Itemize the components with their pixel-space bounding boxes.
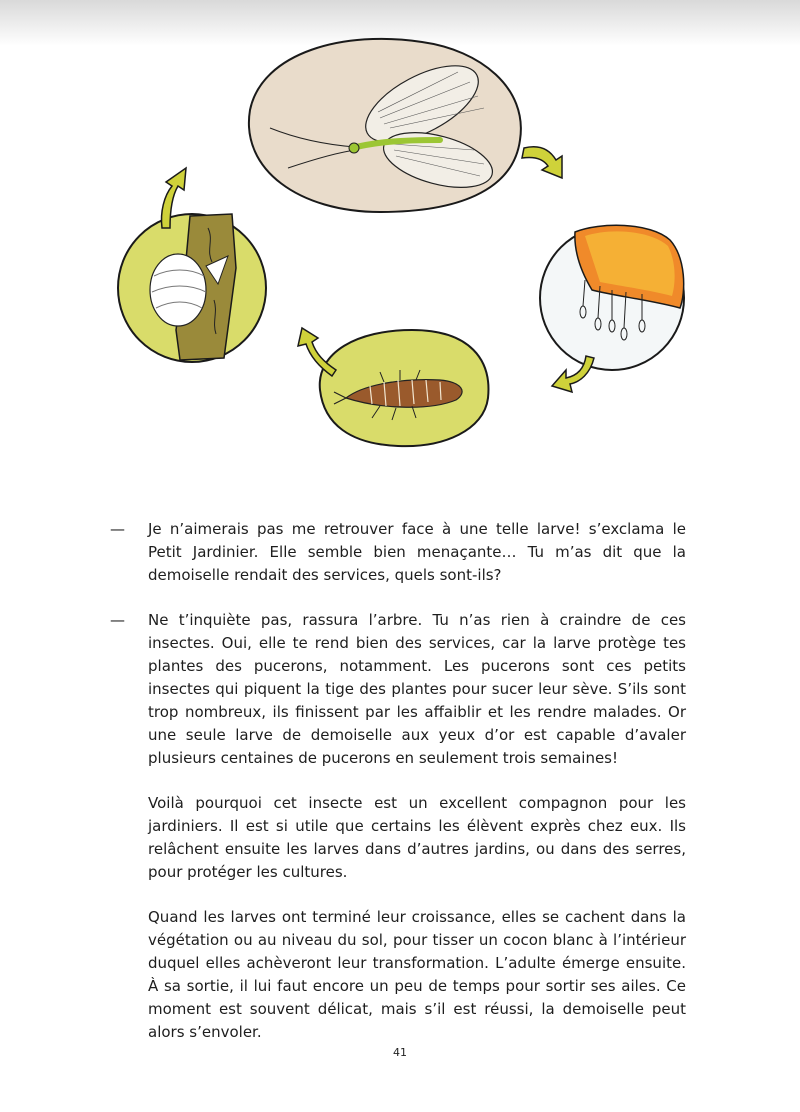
lacewing-lifecycle-illustration (0, 0, 800, 470)
cocoon-stage (118, 214, 266, 362)
dialog-paragraph (110, 609, 686, 770)
adult-lacewing-stage (249, 39, 521, 212)
dialog-paragraph (110, 518, 686, 587)
arrow-eggs-to-larva-icon (552, 356, 594, 392)
dialog-dash: — (110, 611, 125, 629)
body-text (110, 518, 686, 1044)
arrow-larva-to-cocoon-icon (298, 328, 336, 376)
arrow-adult-to-eggs-icon (522, 147, 562, 178)
narrative-paragraph: Voilà pourquoi cet insecte est un excellent compagnon pour les jardiniers. Il est si utile que certains les élèvent exprès chez eux. Ils relâchent ensuite les larves dans d’autres jardins, ou dans des serres, pour protéger les cultures. (148, 794, 686, 881)
dialog-text: Ne t’inquiète pas, rassura l’arbre. Tu n’as rien à craindre de ces insectes. Oui, elle te rend bien des services, car la larve protège tes plantes des pucerons, notamment. Les pucerons sont ces petits insectes qui piquent la tige des plantes pour sucer leur sève. S’ils sont trop nombreux, ils finissent par les affaiblir et les rendre malades. Or une seule larve de demoiselle aux yeux d’or est capable d’avaler plusieurs centaines de pucerons en seulement trois semaines! (148, 611, 686, 767)
dialog-dash: — (110, 520, 125, 538)
dialog-text: Je n’aimerais pas me retrouver face à une telle larve! s’exclama le Petit Jardinier. Elle semble bien menaçante… Tu m’as dit que la demoiselle rendait des services, quels sont-ils? (148, 520, 686, 584)
page-number: 41 (393, 1046, 407, 1059)
larva-stage (320, 330, 489, 446)
narrative-paragraph: Quand les larves ont terminé leur croissance, elles se cachent dans la végétation ou au niveau du sol, pour tisser un cocon blanc à l’intérieur duquel elles achèveront leur transformation. L’adulte émerge ensuite. À sa sortie, il lui faut encore un peu de temps pour sortir ses ailes. Ce moment est souvent délicat, mais s’il est réussi, la demoiselle peut alors s’envoler. (148, 908, 686, 1041)
eggs-stage (540, 225, 684, 370)
